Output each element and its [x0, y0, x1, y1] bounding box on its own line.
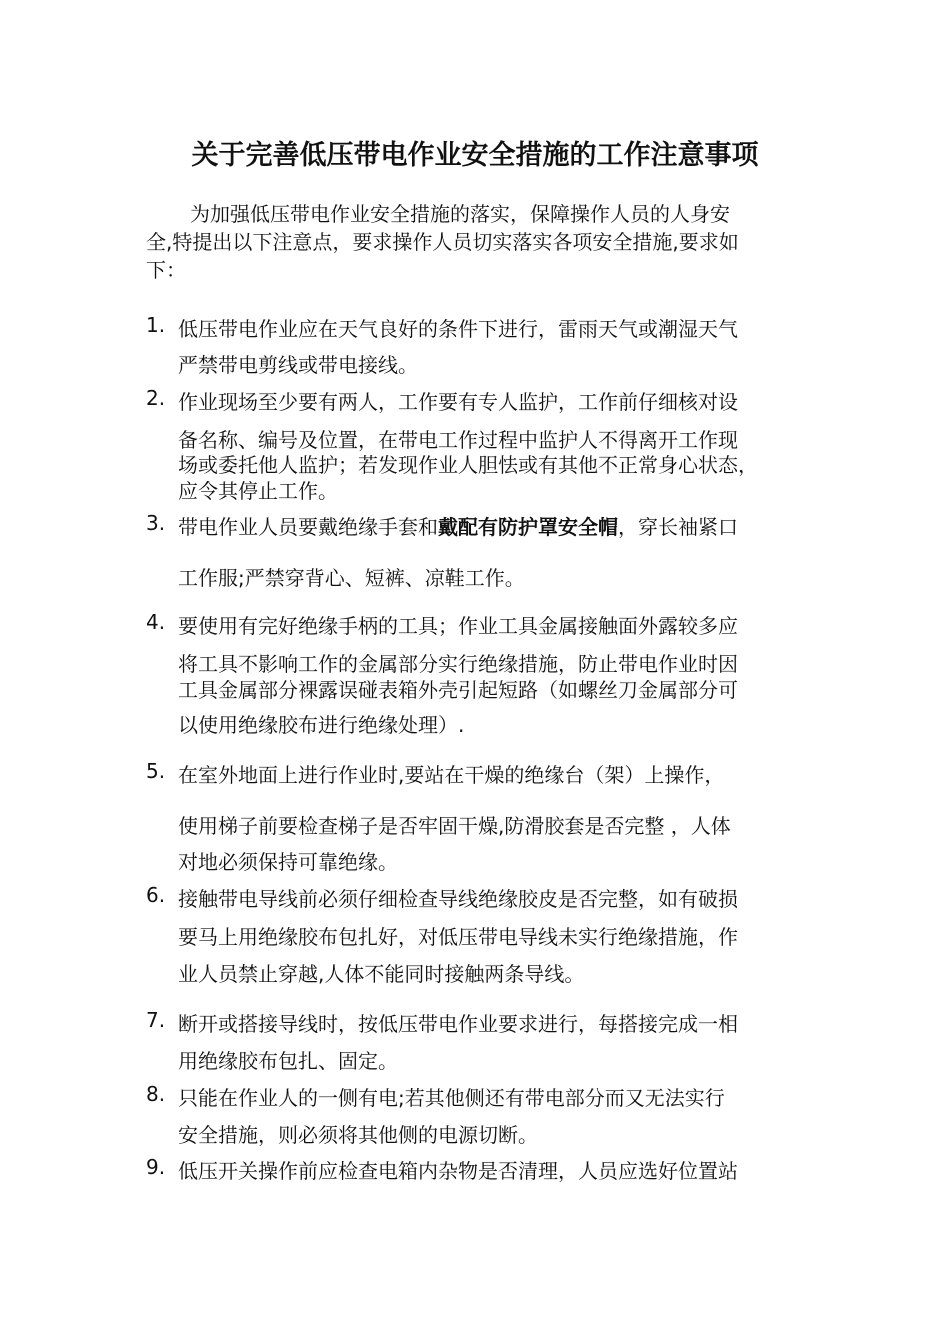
item-number: 6.	[146, 883, 166, 907]
intro-line: 为加强低压带电作业安全措施的落实，保障操作人员的人身安	[190, 202, 730, 226]
item-number: 5.	[146, 759, 166, 783]
item-line: 接触带电导线前必须仔细检查导线绝缘胶皮是否完整，如有破损	[178, 887, 738, 911]
item-number: 7.	[146, 1008, 166, 1032]
item-line: 备名称、编号及位置，在带电工作过程中监护人不得离开工作现	[178, 428, 738, 452]
document-title: 关于完善低压带电作业安全措施的工作注意事项	[191, 140, 759, 171]
item-line: 严禁带电剪线或带电接线。	[178, 353, 418, 377]
item-line: 业人员禁止穿越,人体不能同时接触两条导线。	[178, 962, 585, 986]
item-number: 3.	[146, 511, 166, 535]
item-line: 以使用绝缘胶布进行绝缘处理）.	[178, 713, 465, 737]
item-number: 4.	[146, 610, 166, 634]
item-line	[178, 511, 738, 540]
item-line: 低压带电作业应在天气良好的条件下进行，雷雨天气或潮湿天气	[178, 317, 738, 341]
item-line: 对地必须保持可靠绝缘。	[178, 850, 398, 874]
item-line: 工作服;严禁穿背心、短裤、凉鞋工作。	[178, 566, 525, 590]
item-text: ，穿长袖紧口	[618, 515, 738, 539]
emphasized-text: 戴配有防护罩安全帽	[438, 515, 618, 539]
item-line: 使用梯子前要检查梯子是否牢固干燥,防滑胶套是否完整 ，人体	[178, 814, 731, 838]
item-text: 带电作业人员要戴绝缘手套和	[178, 515, 438, 539]
item-line: 应令其停止工作。	[178, 479, 338, 503]
item-line: 作业现场至少要有两人，工作要有专人监护，工作前仔细核对设	[178, 390, 738, 414]
item-line: 低压开关操作前应检查电箱内杂物是否清理，人员应选好位置站	[178, 1159, 738, 1183]
item-line: 用绝缘胶布包扎、固定。	[178, 1049, 398, 1073]
intro-line: 全,特提出以下注意点，要求操作人员切实落实各项安全措施,要求如	[146, 230, 739, 254]
item-number: 1.	[146, 313, 166, 337]
intro-line: 下：	[146, 258, 186, 282]
intro-paragraph	[146, 200, 826, 284]
item-line: 只能在作业人的一侧有电;若其他侧还有带电部分而又无法实行	[178, 1086, 725, 1110]
item-line: 要使用有完好绝缘手柄的工具；作业工具金属接触面外露较多应	[178, 614, 738, 638]
item-line: 断开或搭接导线时，按低压带电作业要求进行，每搭接完成一相	[178, 1012, 738, 1036]
item-line: 场或委托他人监护；若发现作业人胆怯或有其他不正常身心状态，	[178, 453, 758, 477]
item-line: 要马上用绝缘胶布包扎好，对低压带电导线未实行绝缘措施，作	[178, 925, 738, 949]
item-line: 工具金属部分裸露误碰表箱外壳引起短路（如螺丝刀金属部分可	[178, 678, 738, 702]
item-number: 2.	[146, 386, 166, 410]
item-number: 9.	[146, 1155, 166, 1179]
item-line: 安全措施，则必须将其他侧的电源切断。	[178, 1123, 538, 1147]
item-number: 8.	[146, 1082, 166, 1106]
item-line: 在室外地面上进行作业时,要站在干燥的绝缘台（架）上操作，	[178, 763, 725, 787]
item-line: 将工具不影响工作的金属部分实行绝缘措施，防止带电作业时因	[178, 652, 738, 676]
